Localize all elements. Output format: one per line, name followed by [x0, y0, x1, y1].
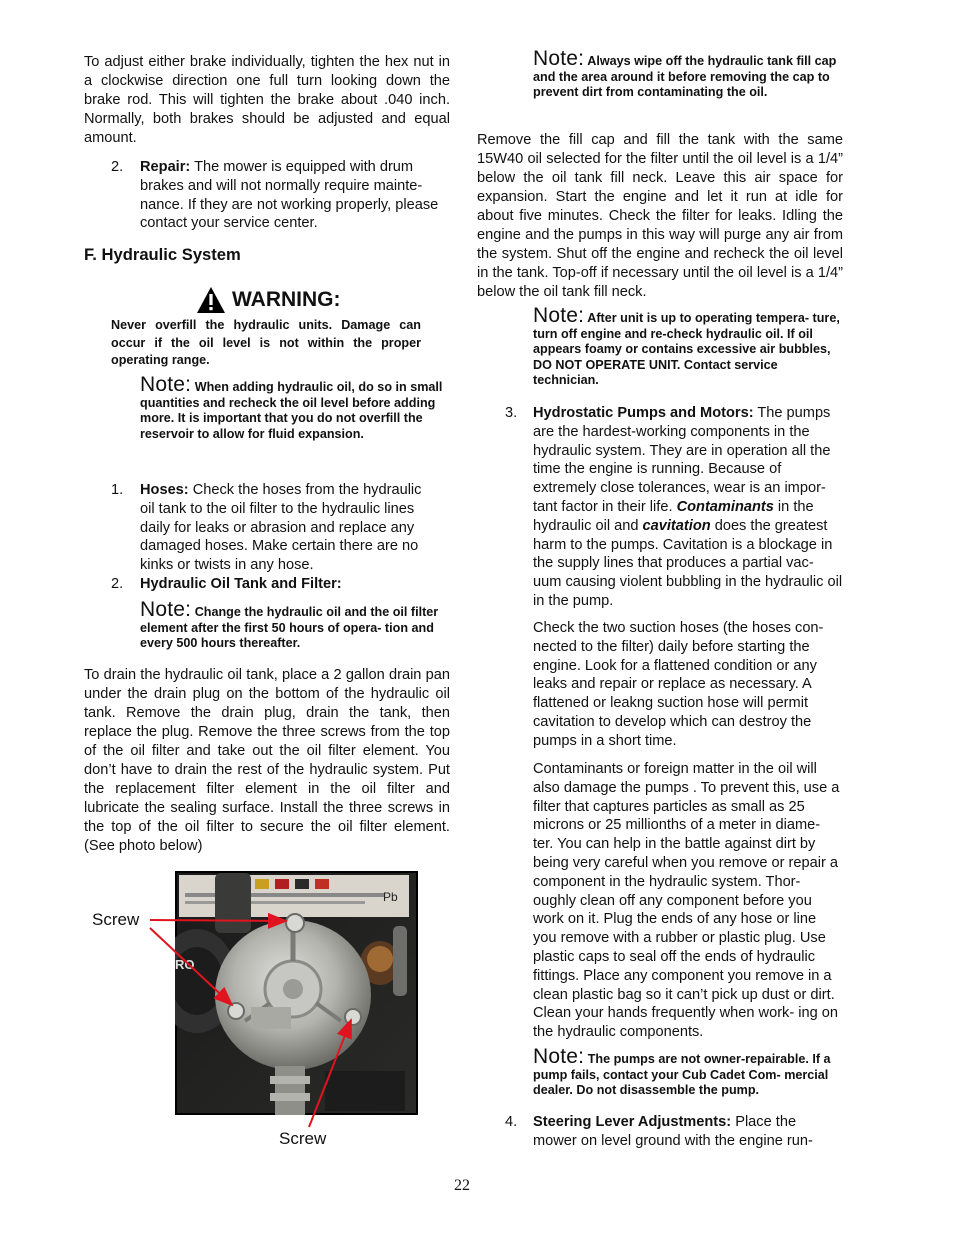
steer-number: 4.: [505, 1114, 518, 1130]
tank-number: 2.: [111, 576, 124, 592]
pumps-text-a: The pumps are the hardest-working components in the hydraulic system. They are in operation all the time the engine is running. Because of extremely close tolerances, wear is an impor- tant factor in their life.: [533, 405, 831, 515]
repair-number: 2.: [111, 159, 124, 175]
note-wipe-cap: [533, 47, 845, 101]
steer-paragraph: [533, 1113, 833, 1151]
note-text: Always wipe off the hydraulic tank fill cap and the area around it before removing the cap to prevent dirt from contaminating the oil.: [533, 54, 837, 100]
repair-text: The mower is equipped with drum brakes and will not normally require mainte- nance. If they are not working properly, please contact your service center.: [140, 159, 439, 232]
brake-adjust-paragraph: To adjust either brake individually, tighten the hex nut in a clockwise direction one full turn looking down the brake rod. This will tighten the brake about .040 inch. Normally, both brakes should be adjusted and equal amount.: [84, 54, 450, 146]
note-text: When adding hydraulic oil, do so in small quantities and recheck the oil level before adding more. It is important that you do not overfill the reservoir to allow for fluid expansion.: [140, 380, 443, 441]
repair-label: Repair:: [140, 159, 191, 175]
drain-paragraph: To drain the hydraulic oil tank, place a 2 gallon drain pan under the drain plug on the bottom of the hydraulic oil tank. Remove the drain plug, drain the tank, then replace the plug. Remove the three screws from the top of the oil filter and take out the oil filter element. You don’t have to drain the rest of the hydraulic system. Put the replacement filter element in the oil filter and lubricate the sealing surface. Install the three screws in the top of the oil filter to secure the oil filter element. (See photo below): [84, 667, 450, 854]
contaminants-paragraph: Contaminants or foreign matter in the oil will also damage the pumps . To prevent this, use a filter that captures particles as small as 25 microns or 25 millionths of a meter in diame- ter. You can help in the battle against dirt by being very careful when you remove or repair a component in the hydraulic system. Thor- oughly clean off any component before you work on it. Plug the ends of any hose or line you remove with a rubber or plastic plug. Use plastic caps to seal off the ends of hydraulic fittings. Place any component you remove in a clean plastic bag so it can’t pick up dust or dirt. Clean your hands frequently when work- ing on the hydraulic components.: [533, 761, 840, 1041]
page-number: 22: [454, 1177, 470, 1194]
section-title: F. Hydraulic System: [84, 245, 241, 264]
note-word: Note:: [140, 598, 192, 621]
note-word: Note:: [533, 304, 585, 327]
note-not-repairable: [533, 1045, 845, 1099]
callout-screw-bottom: Screw: [279, 1129, 327, 1148]
pumps-number: 3.: [505, 405, 518, 421]
tank-label: Hydraulic Oil Tank and Filter:: [140, 576, 342, 592]
warning-title: WARNING:: [232, 288, 341, 311]
note-word: Note:: [140, 373, 192, 396]
svg-text:Pb: Pb: [383, 890, 398, 904]
note-word: Note:: [533, 47, 585, 70]
hoses-text: Check the hoses from the hydraulic oil tank to the oil filter to the hydraulic lines daily for leaks or abrasion and replace any damaged hoses. Make certain there are no kinks or twists in any hose.: [140, 482, 422, 574]
svg-text:RO: RO: [175, 957, 195, 972]
hoses-number: 1.: [111, 482, 124, 498]
fill-paragraph: Remove the fill cap and fill the tank with the same 15W40 oil selected for the filter until the oil level is a 1/4” below the oil tank fill neck. Leave this air space for expansion. Start the engine and let it run at idle for about five minutes. Check the filter for leaks. Idling the engine and the pumps in this way will purge any air from the system. Shut off the engine and recheck the oil level in the tank. Top-off if necessary until the oil level is a 1/4” below the oil tank fill neck.: [477, 132, 843, 300]
hoses-label: Hoses:: [140, 482, 189, 498]
pumps-text-c: does the greatest harm to the pumps. Cavitation is a blockage in the supply lines that produces a partial vac- uum causing violent bubbling in the hydraulic oil in the pump.: [533, 517, 843, 609]
suction-paragraph: Check the two suction hoses (the hoses con- nected to the filter) daily before starting the engine. Look for a flattened condition or any leaks and repair or replace as necessary. A flattened or leakng suction hose will permit cavitation to develop which can destroy the pumps in a short time.: [533, 620, 824, 749]
steer-label: Steering Lever Adjustments:: [533, 1114, 732, 1130]
steer-text: Place the mower on level ground with the engine run-: [533, 1114, 813, 1149]
warning-text: Never overfill the hydraulic units. Damage can occur if the oil level is not within the proper operating range.: [111, 318, 421, 368]
callout-screw-top: Screw: [92, 910, 140, 929]
pumps-label: Hydrostatic Pumps and Motors:: [533, 405, 754, 421]
pumps-paragraph: [533, 404, 843, 611]
note-word: Note:: [533, 1045, 585, 1068]
pumps-cavitation: cavitation: [642, 517, 711, 534]
note-operating-temp: [533, 304, 845, 389]
pumps-text-b: in the hydraulic oil and: [533, 498, 814, 534]
pumps-contaminants: Contaminants: [676, 498, 774, 515]
note-text: After unit is up to operating tempera- ture, turn off engine and re-check hydraulic oil. If oil appears foamy or contains excessive air bubbles, DO NOT OPERATE UNIT. Contact service technician.: [533, 311, 840, 388]
note-text: The pumps are not owner-repairable. If a pump fails, contact your Cub Cadet Com- mercial dealer. Do not disassemble the pump.: [533, 1052, 831, 1098]
note-text: Change the hydraulic oil and the oil filter element after the first 50 hours of opera- tion and every 500 hours thereafter.: [140, 605, 439, 651]
